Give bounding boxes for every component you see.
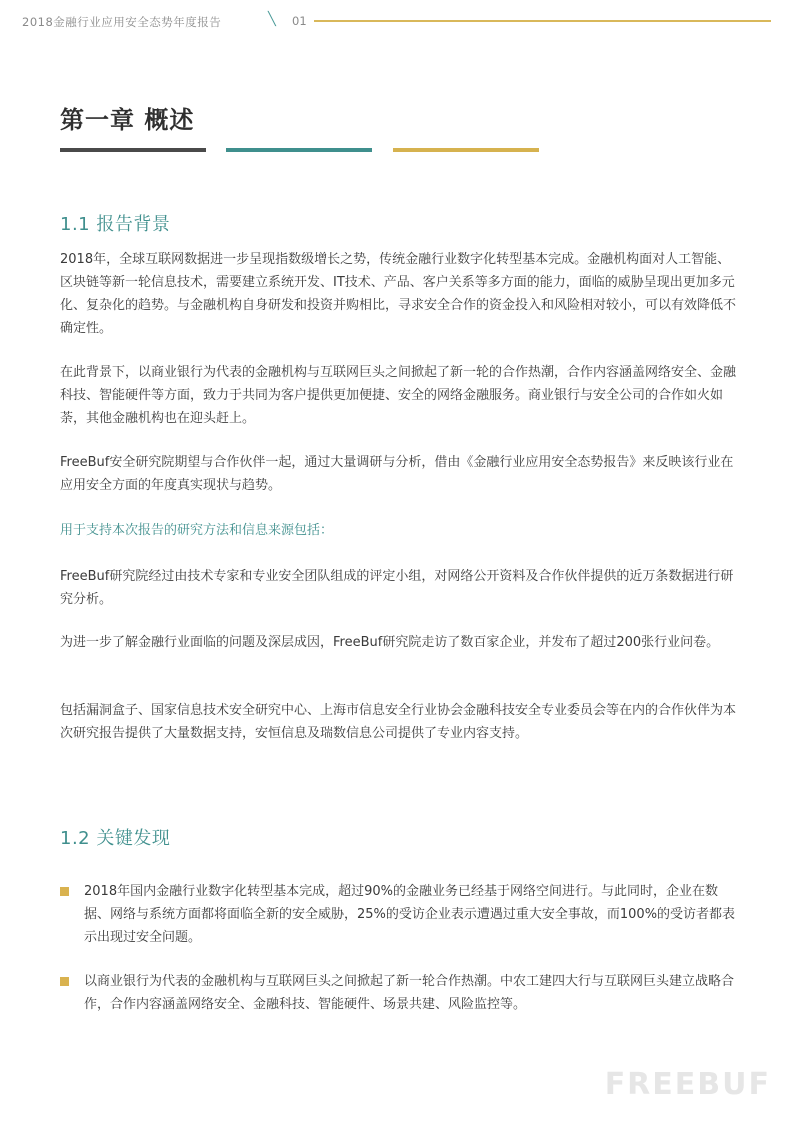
paragraph: 2018年，全球互联网数据进一步呈现指数级增长之势，传统金融行业数字化转型基本完成。金融机构面对人工智能、区块链等新一轮信息技术，需要建立系统开发、IT技术、产品、客户关系等多方面的能力，面临的威胁呈现出更加多元化、复杂化的趋势。与金融机构自身研发和投资并购相比，寻求安全合作的资金投入和风险相对较小，可以有效降低不确定性。: [60, 252, 737, 336]
methods-heading: 用于支持本次报告的研究方法和信息来源包括：: [60, 523, 334, 538]
chapter-rule-gold: [393, 148, 539, 152]
freebuf-logo: FREEBUF: [604, 1067, 771, 1102]
header-separator: ╲: [268, 12, 276, 27]
paragraph: 为进一步了解金融行业面临的问题及深层成因，FreeBuf研究院走访了数百家企业，并发布了超过200张行业问卷。: [60, 635, 720, 650]
paragraph: FreeBuf安全研究院期望与合作伙伴一起，通过大量调研与分析，借由《金融行业应用安全态势报告》来反映该行业在应用安全方面的年度真实现状与趋势。: [60, 455, 734, 493]
chapter-title: 第一章 概述: [60, 106, 195, 134]
page-header: [22, 14, 771, 34]
bullet-square-icon: [60, 887, 69, 896]
list-item-text: 2018年国内金融行业数字化转型基本完成，超过90%的金融业务已经基于网络空间进行。与此同时，企业在数据、网络与系统方面都将面临全新的安全威胁，25%的受访企业表示遭遇过重大安全事故，而100%的受访者都表示出现过安全问题。: [84, 884, 736, 945]
chapter-rule-teal: [226, 148, 372, 152]
section-title-background: 1.1 报告背景: [60, 214, 171, 235]
page-number: 01: [292, 14, 307, 28]
bullet-square-icon: [60, 977, 69, 986]
list-item-text: 以商业银行为代表的金融机构与互联网巨头之间掀起了新一轮合作热潮。中农工建四大行与互联网巨头建立战略合作，合作内容涵盖网络安全、金融科技、智能硬件、场景共建、风险监控等。: [84, 974, 735, 1012]
report-title: 2018金融行业应用安全态势年度报告: [22, 15, 222, 29]
paragraph: FreeBuf研究院经过由技术专家和专业安全团队组成的评定小组，对网络公开资料及合作伙伴提供的近万条数据进行研究分析。: [60, 569, 734, 607]
section-title-key-findings: 1.2 关键发现: [60, 828, 171, 849]
paragraph: 包括漏洞盒子、国家信息技术安全研究中心、上海市信息安全行业协会金融科技安全专业委员会等在内的合作伙伴为本次研究报告提供了大量数据支持，安恒信息及瑞数信息公司提供了专业内容支持。: [60, 703, 737, 741]
chapter-rule-dark: [60, 148, 206, 152]
paragraph: 在此背景下，以商业银行为代表的金融机构与互联网巨头之间掀起了新一轮的合作热潮，合作内容涵盖网络安全、金融科技、智能硬件等方面，致力于共同为客户提供更加便捷、安全的网络金融服务。商业银行与安全公司的合作如火如荼，其他金融机构也在迎头赶上。: [60, 365, 737, 426]
header-rule: [314, 20, 771, 22]
